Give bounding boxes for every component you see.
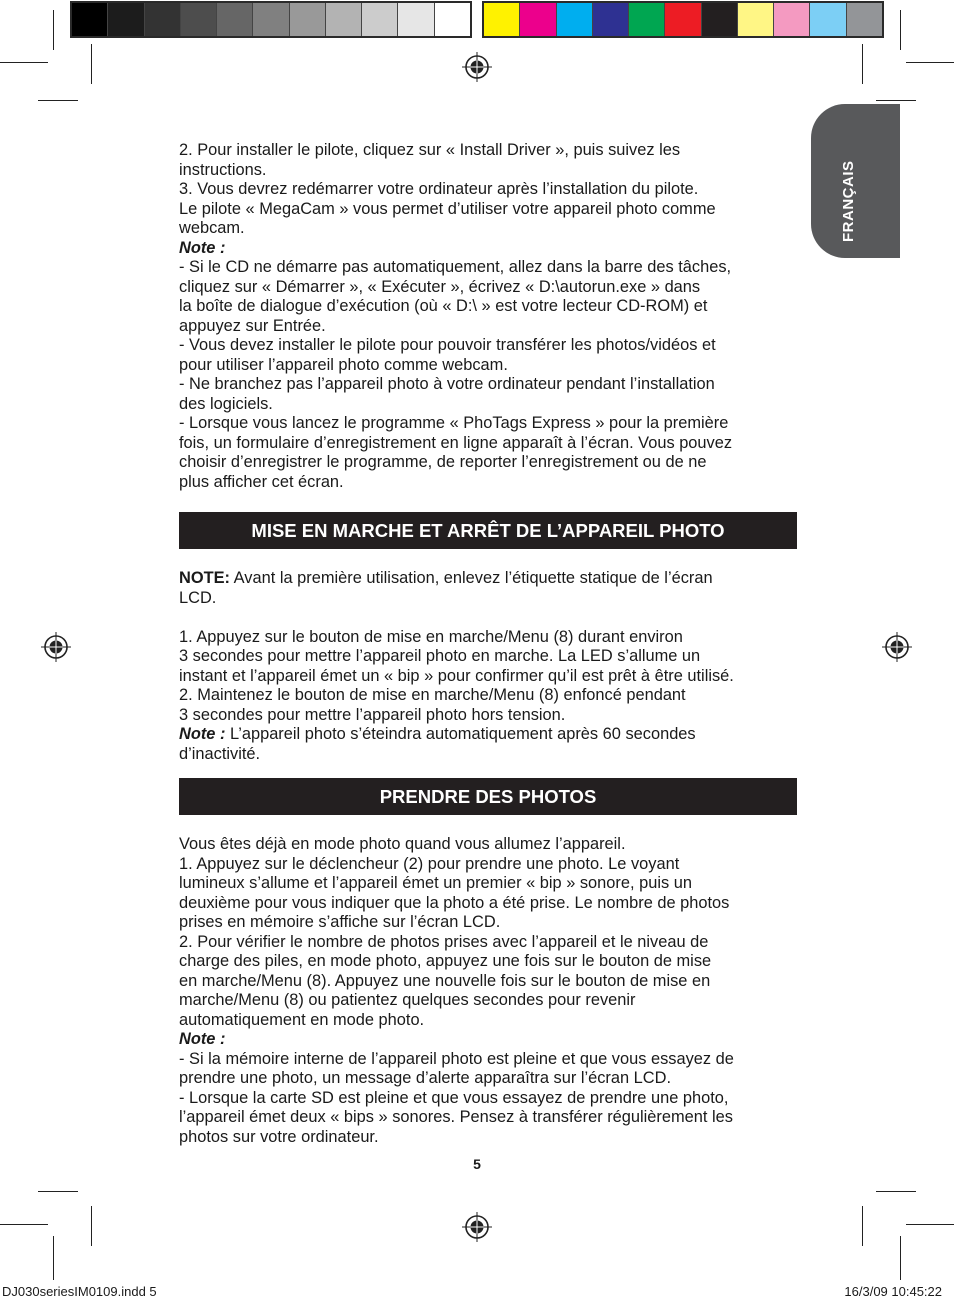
install-instructions: [179, 141, 799, 492]
text-line: marche/Menu (8) ou patientez quelques secondes pour revenir: [179, 991, 636, 1009]
color-swatch: [665, 3, 701, 36]
text-line: Vous êtes déjà en mode photo quand vous allumez l’appareil.: [179, 835, 626, 853]
text-line: 3 secondes pour mettre l’appareil photo en marche. La LED s’allume un: [179, 647, 701, 665]
section-heading-photos: PRENDRE DES PHOTOS: [179, 778, 797, 815]
language-tab-label: FRANÇAIS: [840, 160, 857, 242]
crop-mark: [906, 1224, 954, 1225]
color-swatch: [326, 3, 362, 36]
color-swatch: [217, 3, 253, 36]
text-line: photos sur votre ordinateur.: [179, 1127, 379, 1146]
color-swatch: [593, 3, 629, 36]
color-swatch: [181, 3, 217, 36]
slug-timestamp: 16/3/09 10:45:22: [844, 1284, 942, 1299]
page-number: 5: [473, 1156, 481, 1172]
crop-mark: [53, 10, 54, 50]
note-label: Note :: [179, 1030, 226, 1048]
registration-mark-icon: [882, 632, 912, 662]
text-line: lumineux s’allume et l’appareil émet un premier « bip » sonore, puis un: [179, 874, 692, 892]
text-line: Le pilote « MegaCam » vous permet d’utiliser votre appareil photo comme: [179, 199, 716, 218]
color-swatch: [557, 3, 593, 36]
text-line: cliquez sur « Démarrer », « Exécuter », écrivez « D:\autorun.exe » dans: [179, 277, 701, 296]
text-line: prises en mémoire s’affiche sur l’écran LCD.: [179, 913, 501, 931]
color-swatch: [398, 3, 434, 36]
text-line: deuxième pour vous indiquer que la photo a été prise. Le nombre de photos: [179, 893, 730, 912]
text-line: pour utiliser l’appareil photo comme webcam.: [179, 355, 508, 374]
text-line: 3. Vous devrez redémarrer votre ordinateur après l’installation du pilote.: [179, 180, 699, 198]
photo-instructions: [179, 835, 799, 1147]
text-line: choisir d’enregistrer le programme, de reporter l’enregistrement ou de ne: [179, 453, 707, 471]
crop-mark: [900, 10, 901, 50]
text-line: 2. Maintenez le bouton de mise en marche/Menu (8) enfoncé pendant: [179, 686, 686, 704]
text-line: LCD.: [179, 588, 217, 607]
text-line: 1. Appuyez sur le bouton de mise en marche/Menu (8) durant environ: [179, 627, 683, 646]
page-content: [179, 141, 799, 1147]
color-swatch: [810, 3, 846, 36]
crop-mark: [53, 1236, 54, 1280]
crop-mark: [876, 100, 916, 101]
crop-mark: [876, 1191, 916, 1192]
text-line: fois, un formulaire d’enregistrement en ligne apparaît à l’écran. Vous pouvez: [179, 433, 733, 452]
text-line: - Ne branchez pas l’appareil photo à votre ordinateur pendant l’installation: [179, 375, 715, 393]
text-line: d’inactivité.: [179, 744, 261, 763]
crop-mark: [0, 1224, 48, 1225]
color-swatch: [738, 3, 774, 36]
color-swatch: [108, 3, 144, 36]
section-heading-power: MISE EN MARCHE ET ARRÊT DE L’APPAREIL PHOTO: [179, 512, 797, 549]
slug-file-name: DJ030seriesIM0109.indd 5: [2, 1284, 157, 1299]
note-label: NOTE:: [179, 569, 230, 587]
color-swatch: [253, 3, 289, 36]
color-swatch: [435, 3, 470, 36]
text-line: - Lorsque vous lancez le programme « PhoTags Express » pour la première: [179, 414, 729, 432]
color-swatch: [629, 3, 665, 36]
text-line: des logiciels.: [179, 394, 273, 413]
color-swatch: [290, 3, 326, 36]
crop-mark: [906, 62, 954, 63]
text-line: l’appareil émet deux « bips » sonores. Pensez à transférer régulièrement les: [179, 1108, 733, 1126]
registration-mark-icon: [462, 52, 492, 82]
text-line: 3 secondes pour mettre l’appareil photo hors tension.: [179, 705, 566, 724]
text-line: automatiquement en mode photo.: [179, 1010, 425, 1029]
crop-mark: [91, 44, 92, 84]
text-line: - Si la mémoire interne de l’appareil photo est pleine et que vous essayez de: [179, 1049, 734, 1068]
crop-mark: [900, 1236, 901, 1280]
text-line: en marche/Menu (8). Appuyez une nouvelle fois sur le bouton de mise en: [179, 971, 711, 990]
registration-mark-icon: [41, 632, 71, 662]
crop-mark: [91, 1206, 92, 1246]
text-line: [179, 569, 799, 589]
registration-mark-icon: [462, 1212, 492, 1242]
crop-mark: [862, 44, 863, 84]
power-instructions: [179, 569, 799, 764]
color-swatch: [72, 3, 108, 36]
color-swatch: [774, 3, 810, 36]
note-text: L’appareil photo s’éteindra automatiquement après 60 secondes: [225, 725, 696, 743]
color-swatch: [702, 3, 738, 36]
text-line: [179, 725, 799, 745]
text-line: plus afficher cet écran.: [179, 472, 344, 491]
text-line: - Lorsque la carte SD est pleine et que vous essayez de prendre une photo,: [179, 1088, 729, 1107]
color-swatch: [145, 3, 181, 36]
text-line: 2. Pour installer le pilote, cliquez sur « Install Driver », puis suivez les: [179, 141, 681, 159]
text-line: charge des piles, en mode photo, appuyez une fois sur le bouton de mise: [179, 952, 712, 970]
text-line: prendre une photo, un message d’alerte apparaîtra sur l’écran LCD.: [179, 1069, 672, 1087]
note-text: Avant la première utilisation, enlevez l’étiquette statique de l’écran: [230, 569, 713, 587]
text-line: instant et l’appareil émet un « bip » pour confirmer qu’il est prêt à être utilisé.: [179, 666, 734, 685]
text-line: instructions.: [179, 160, 267, 179]
note-label: Note :: [179, 238, 226, 257]
crop-mark: [38, 100, 78, 101]
crop-mark: [862, 1206, 863, 1246]
note-label: Note :: [179, 725, 226, 743]
text-line: 2. Pour vérifier le nombre de photos prises avec l’appareil et le niveau de: [179, 932, 709, 951]
color-swatch: [847, 3, 882, 36]
text-line: - Si le CD ne démarre pas automatiquement, allez dans la barre des tâches,: [179, 258, 732, 276]
language-tab: [811, 104, 900, 258]
color-swatch: [484, 3, 520, 36]
crop-mark: [0, 62, 48, 63]
color-swatch: [520, 3, 556, 36]
crop-mark: [38, 1191, 78, 1192]
color-calibration-bar: [482, 1, 884, 38]
text-line: webcam.: [179, 219, 245, 237]
grayscale-calibration-bar: [70, 1, 472, 38]
text-line: 1. Appuyez sur le déclencheur (2) pour prendre une photo. Le voyant: [179, 854, 680, 873]
text-line: la boîte de dialogue d’exécution (où « D:\ » est votre lecteur CD-ROM) et: [179, 297, 708, 315]
text-line: - Vous devez installer le pilote pour pouvoir transférer les photos/vidéos et: [179, 336, 716, 354]
color-swatch: [362, 3, 398, 36]
text-line: appuyez sur Entrée.: [179, 316, 326, 335]
